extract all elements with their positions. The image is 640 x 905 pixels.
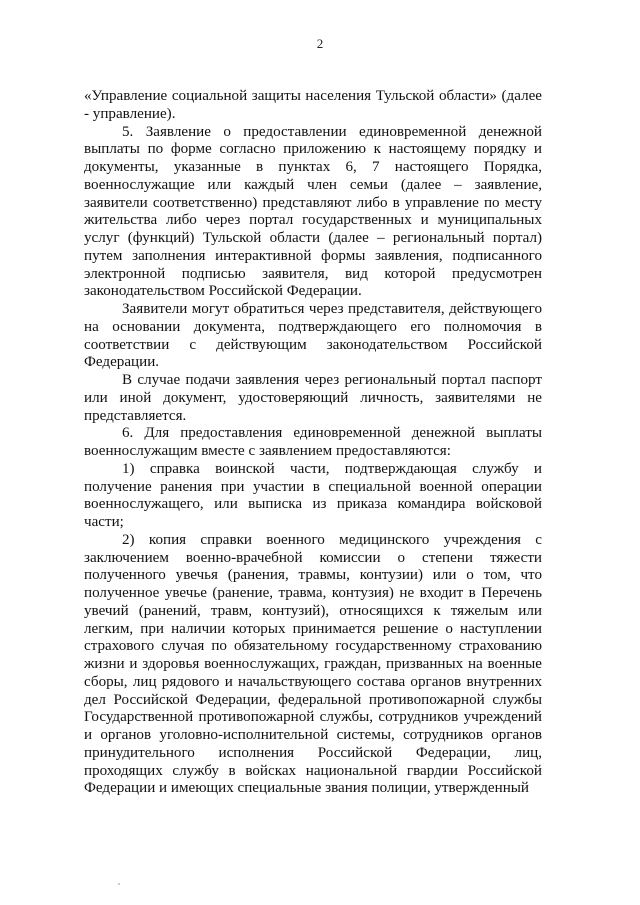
paragraph: Заявители могут обратиться через представителя, действующего на основании документа, подтверждающего его полномочия в соответствии с действующим законодательством Российской Федерации. — [84, 301, 542, 371]
list-item: 2) копия справки военного медицинского учреждения с заключением военно-врачебной комиссии о степени тяжести полученного увечья (ранения, травмы, контузии) или о том, что полученное увечье (ранение, травма, контузия) не входит в Перечень увечий (ранений, травм, контузий), относящихся к тяжелым или легким, при наличии которых принимается решение о наступлении страхового случая по обязательному государственному страхованию жизни и здоровья военнослужащих, граждан, призванных на военные сборы, лиц рядового и начальствующего состава органов внутренних дел Российской Федерации, федеральной противопожарной службы Государственной противопожарной службы, сотрудников учреждений и органов уголовно-исполнительной системы, сотрудников органов принудительного исполнения Российской Федерации, лиц, проходящих службу в войсках национальной гвардии Российской Федерации и имеющих специальные звания полиции, утвержденный — [84, 531, 542, 797]
body-text — [84, 88, 542, 798]
paragraph: В случае подачи заявления через региональный портал паспорт или иной документ, удостоверяющий личность, заявителями не представляется. — [84, 372, 542, 424]
scan-artifact — [118, 883, 120, 885]
paragraph: 5. Заявление о предоставлении единовременной денежной выплаты по форме согласно приложению к настоящему порядку и документы, указанные в пунктах 6, 7 настоящего Порядка, военнослужащие или каждый член семьи (далее – заявление, заявители соответственно) представляют либо в управление по месту жительства либо через портал государственных и муниципальных услуг (функций) Тульской области (далее – региональный портал) путем заполнения интерактивной формы заявления, подписанного электронной подписью заявителя, вид которой предусмотрен законодательством Российской Федерации. — [84, 123, 542, 300]
paragraph: «Управление социальной защиты населения Тульской области» (далее - управление). — [84, 88, 542, 122]
page-number: 2 — [316, 36, 324, 51]
paragraph: 6. Для предоставления единовременной денежной выплаты военнослужащим вместе с заявлением предоставляются: — [84, 425, 542, 459]
list-item: 1) справка воинской части, подтверждающая службу и получение ранения при участии в специальной военной операции военнослужащего, или выписка из приказа командира войсковой части; — [84, 460, 542, 530]
